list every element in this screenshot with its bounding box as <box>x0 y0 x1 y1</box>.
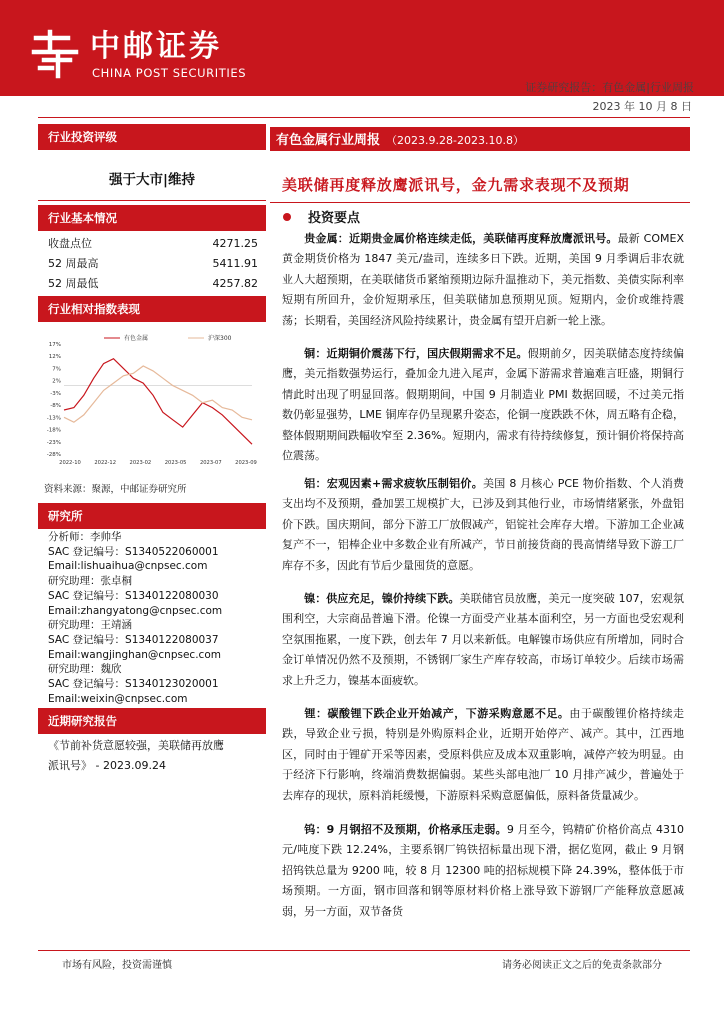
legend-label: 沪深300 <box>208 335 232 342</box>
analyst-email[interactable]: Email:weixin@cnpsec.com <box>48 692 188 705</box>
paragraph-lithium <box>282 704 684 806</box>
series-line <box>64 366 252 422</box>
paragraph-body: 美联储官员放鹰，美元一度突破 107，宏观氛围利空，大宗商品普遍下滑。伦镍一方面受产业基本面利空，另一方面也受宏观利空氛围拖累，一度下跌，创去年 7 月以来新低。电解镍市场供应有所增加，同时合金订单情况仍然不及预期，不锈钢厂家生产库存较高，市场订单较少。后续市场需求上升乏力，镍基本面疲软。 <box>282 592 684 687</box>
report-date: 2023 年 10 月 8 日 <box>592 100 692 113</box>
x-tick-label: 2023-09 <box>235 460 257 466</box>
key-points-title: 投资要点 <box>308 211 361 226</box>
y-tick-label: -18% <box>46 427 61 434</box>
report-headline: 美联储再度释放鹰派讯号，金九需求表现不及预期 <box>282 176 630 194</box>
disclaimer-note: 请务必阅读正文之后的免责条款部分 <box>502 960 662 971</box>
paragraph-tungsten <box>282 820 684 922</box>
chart-source-note: 资料来源：聚源，中邮证券研究所 <box>44 484 187 495</box>
recent-reports-section-title: 近期研究报告 <box>38 708 266 734</box>
paragraph-lead: 贵金属：近期贵金属价格连续走低，美联储再度释放鹰派讯号。 <box>304 232 618 245</box>
paragraph-lead: 锂：碳酸锂下跌企业开始减产，下游采购意愿不足。 <box>304 707 570 720</box>
paragraph-lead: 铜：近期铜价震荡下行，国庆假期需求不足。 <box>304 347 528 360</box>
analyst-line: 研究助理：王靖涵 <box>48 619 132 632</box>
brand-name-en: CHINA POST SECURITIES <box>92 66 247 80</box>
paragraph-lead: 钨：9 月钢招不及预期，价格承压走弱。 <box>304 823 507 836</box>
basic-info-value: 4257.82 <box>212 277 258 290</box>
analyst-email[interactable]: Email:zhangyatong@cnpsec.com <box>48 604 223 617</box>
y-tick-label: 17% <box>48 342 61 348</box>
paragraph-body: 最新 COMEX 黄金期货价格为 1847 美元/盎司，连续多日下跌。近期，美国 9 月季调后非农就业人大超预期，在美联储货币紧缩预期边际升温推动下，美元指数、美债实际利率短期有所回升，金价短期承压，但美联储加息预期见顶。短期内，金价或维持震荡；长期看，美国经济风险持续累计，贵金属有望开启新一轮上涨。 <box>282 232 685 327</box>
basic-info-section-title: 行业基本情况 <box>38 205 266 231</box>
recent-report-link[interactable]: 派讯号》 - 2023.09.24 <box>48 759 166 772</box>
y-tick-label: -8% <box>50 403 61 410</box>
x-tick-label: 2022-10 <box>59 460 81 466</box>
recent-report-link[interactable]: 《节前补货意愿较强，美联储再放鹰 <box>48 739 224 752</box>
paragraph-lead: 镍：供应充足，镍价持续下跌。 <box>304 592 460 605</box>
sidebar-divider <box>38 200 266 201</box>
x-tick-label: 2023-02 <box>129 460 152 466</box>
report-period: （2023.9.28-2023.10.8） <box>386 134 524 147</box>
basic-info-row <box>48 236 258 252</box>
paragraph-aluminum <box>282 474 684 576</box>
basic-info-row <box>48 256 258 272</box>
legend-label: 有色金属 <box>124 335 149 342</box>
analyst-line: SAC 登记编号：S1340123020001 <box>48 678 219 690</box>
basic-info-value: 5411.91 <box>212 257 258 270</box>
paragraph-body: 由于碳酸锂价格持续走跌，导致企业亏损，特别是外购原料企业，近期开始停产、减产。其中，江西地区，同时由于锂矿开采等因素，受原料供应及成本双重影响，减停产较为明显。由于经济下行影响，终端消费数据偏弱。某些头部电池厂 10 月排产减少，普遍处于去库存的现状，原料消耗缓慢，下游原料采购意愿偏低，原料备货量减少。 <box>282 707 685 802</box>
analyst-line: SAC 登记编号：S1340122080037 <box>48 633 219 646</box>
report-title: 有色金属行业周报 <box>276 133 381 148</box>
relative-index-chart <box>38 326 266 478</box>
analyst-line: 分析师：李帅华 <box>48 531 122 543</box>
analyst-line: SAC 登记编号：S1340522060001 <box>48 545 219 558</box>
paragraph-copper <box>282 344 684 466</box>
report-title-bar <box>270 127 690 151</box>
bullet-dot-icon <box>283 213 291 221</box>
paragraph-nickel <box>282 589 684 691</box>
headline-divider <box>270 202 690 203</box>
paragraph-precious-metals <box>282 229 684 331</box>
y-tick-label: 2% <box>52 378 61 385</box>
basic-info-label: 52 周最低 <box>48 277 99 290</box>
y-tick-label: -3% <box>50 390 61 397</box>
analyst-email[interactable]: Email:lishuaihua@cnpsec.com <box>48 560 208 573</box>
report-category: 证券研究报告：有色金属|行业周报 <box>525 81 694 94</box>
brand-name-cn: 中邮证券 <box>90 29 222 64</box>
y-tick-label: -23% <box>46 439 61 446</box>
basic-info-label: 收盘点位 <box>48 237 92 250</box>
rating-section-title: 行业投资评级 <box>38 124 266 150</box>
y-tick-label: 12% <box>48 354 61 361</box>
industry-rating: 强于大市|维持 <box>109 172 195 188</box>
basic-info-label: 52 周最高 <box>48 257 99 270</box>
paragraph-body: 9 月至今，钨精矿价格价高点 4310 元/吨度下跌 12.24%，主要系钢厂钨铁招标量出现下滑，据亿览网，截止 9 月钢招钨铁总量为 9200 吨，较 8 月 12300 吨的招标规模下降 24.39%，整体低于市场预期。一方面，钢市回落和钢等原材料价格上涨导致下游钢厂产能释放意愿减弱，另一方面，双节备货 <box>282 823 684 918</box>
analyst-email[interactable]: Email:wangjinghan@cnpsec.com <box>48 648 221 661</box>
paragraph-body: 假期前夕，因美联储态度持续偏鹰，美元指数强势运行，叠加金九进入尾声，金属下游需求普遍难言旺盛，期铜行情此时出现了明显回落。假期期间，中国 9 月制造业 PMI 数据回暖，不过美元指数仍彰显强势，LME 铜库存仍呈现累升姿态，伦铜一度跌跌不休，周五略有企稳，整体假期期间跌幅收窄至 2.36%。短期内，需求有待持续修复，预计铜价将保持高位震荡。 <box>282 347 685 463</box>
paragraph-body: 美国 8 月核心 PCE 物价指数、个人消费支出均不及预期，叠加罢工规模扩大，已涉及到其他行业，市场情绪紧张，外盘铝价下跌。国庆期间，部分下游工厂放假减产，铝锭社会库存大增。下游加工企业减复产不一，铝棒企业中多数企业有所减产，节日前接货商的畏高情绪导致下游工厂库存不多，因此有节后少量囤货的意愿。 <box>282 477 684 572</box>
analyst-line: 研究助理：张卓桐 <box>48 575 132 588</box>
risk-warning: 市场有风险，投资需谨慎 <box>62 960 172 971</box>
y-tick-label: 7% <box>52 366 61 373</box>
analyst-line: SAC 登记编号：S1340122080030 <box>48 589 219 602</box>
basic-info-row <box>48 276 258 292</box>
y-tick-label: -28% <box>46 452 61 458</box>
x-tick-label: 2023-07 <box>199 460 222 466</box>
footer-divider <box>38 950 690 951</box>
y-tick-label: -13% <box>46 415 61 422</box>
basic-info-value: 4271.25 <box>212 237 258 250</box>
x-tick-label: 2022-12 <box>94 460 117 466</box>
paragraph-lead: 铝：宏观因素+需求疲软压制铝价。 <box>304 477 483 490</box>
china-post-logo-icon <box>30 28 82 80</box>
analyst-line: 研究助理：魏欣 <box>48 663 122 676</box>
series-line <box>64 359 252 445</box>
research-section-title: 研究所 <box>38 503 266 529</box>
header-divider <box>38 117 690 118</box>
x-tick-label: 2023-05 <box>164 460 187 466</box>
index-chart-section-title: 行业相对指数表现 <box>38 296 266 322</box>
